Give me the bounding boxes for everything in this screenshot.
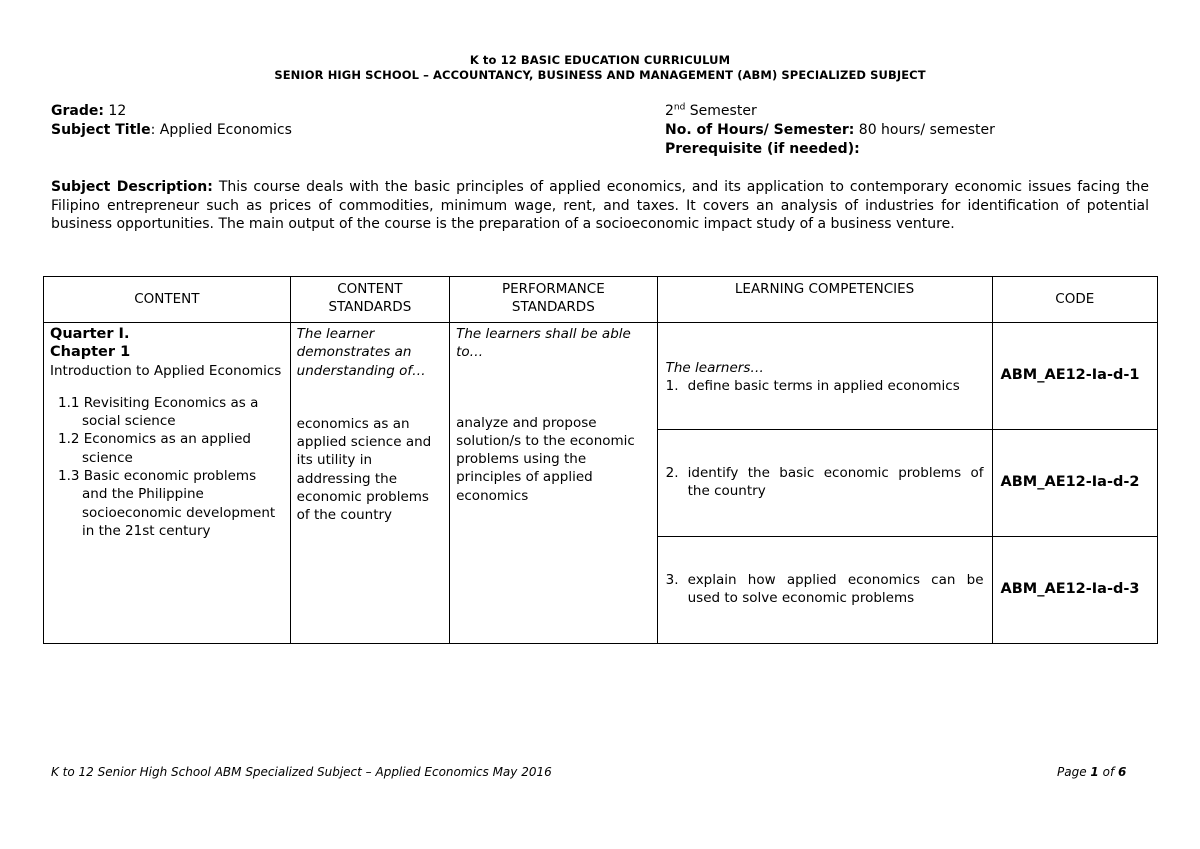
footer-document-title: K to 12 Senior High School ABM Specialized Subject – Applied Economics May 2016 xyxy=(51,765,552,779)
header-performance-standards xyxy=(450,277,658,323)
subject-row xyxy=(51,121,292,140)
curriculum-title: K to 12 BASIC EDUCATION CURRICULUM xyxy=(469,53,731,67)
competency-code: ABM_AE12-Ia-d-3 xyxy=(1000,581,1140,597)
header-learning-competencies xyxy=(657,277,992,323)
competency-text: identify the basic economic problems of the country xyxy=(687,465,984,499)
subject-label: Subject Title xyxy=(51,122,151,138)
content-standards-text: economics as an applied science and its utility in addressing the economic problems of the country xyxy=(296,415,432,524)
of-label: of xyxy=(1102,765,1115,779)
performance-standards-cell xyxy=(450,323,658,644)
performance-standards-intro: The learners shall be able to… xyxy=(456,326,631,361)
competency-number: 1. xyxy=(665,378,679,394)
hours-label: No. of Hours/ Semester: xyxy=(665,122,855,138)
subject-value: : Applied Economics xyxy=(150,122,292,138)
page-total: 6 xyxy=(1118,765,1127,779)
page-current: 1 xyxy=(1090,765,1099,779)
list-item: 1.2 Economics as an applied science xyxy=(58,431,251,466)
semester-suffix: nd xyxy=(673,102,686,113)
table-row xyxy=(44,323,1158,430)
content-standards-cell xyxy=(290,323,449,644)
semester-text: Semester xyxy=(689,103,757,119)
header-content xyxy=(44,277,291,323)
competency-cell-1 xyxy=(657,323,992,430)
chapter-label: Chapter 1 xyxy=(50,344,131,361)
meta-left xyxy=(51,102,292,140)
curriculum-table xyxy=(43,276,1158,644)
code-cell-2 xyxy=(992,430,1157,537)
prerequisite-row xyxy=(665,140,995,159)
curriculum-subtitle: SENIOR HIGH SCHOOL – ACCOUNTANCY, BUSINESS AND MANAGEMENT (ABM) SPECIALIZED SUBJECT xyxy=(274,68,926,82)
competency-code: ABM_AE12-Ia-d-1 xyxy=(1000,367,1140,383)
header-content-standards-label: CONTENT STANDARDS xyxy=(328,281,412,315)
hours-row xyxy=(665,121,995,140)
competency-code: ABM_AE12-Ia-d-2 xyxy=(1000,474,1140,490)
competency-item-1 xyxy=(666,377,984,395)
competency-text: explain how applied economics can be used to solve economic problems xyxy=(687,572,984,606)
competency-item-3 xyxy=(666,571,984,607)
topic-list xyxy=(50,394,284,540)
list-item: 1.3 Basic economic problems and the Philippine socioeconomic development in the 21st century xyxy=(58,468,276,539)
prerequisite-label: Prerequisite (if needed): xyxy=(665,141,860,157)
header-code xyxy=(992,277,1157,323)
header-code-label: CODE xyxy=(1055,291,1095,307)
description-text: This course deals with the basic principles of applied economics, and its application to contemporary economic issues facing the Filipino entrepreneur such as prices of commodities, minimum wage, rent, and taxes. It covers an analysis of industries for identification of potential business opportunities. The main output of the course is the preparation of a socioeconomic impact study of a business venture. xyxy=(51,179,1149,232)
subject-description xyxy=(51,178,1149,234)
code-cell-3 xyxy=(992,537,1157,644)
content-standards-intro: The learner demonstrates an understanding of… xyxy=(296,326,426,379)
competency-number: 2. xyxy=(665,465,679,481)
competency-cell-2 xyxy=(657,430,992,537)
footer-page-number xyxy=(1057,765,1126,779)
content-cell xyxy=(44,323,291,644)
grade-value: 12 xyxy=(108,103,127,119)
meta-right xyxy=(665,102,995,159)
competency-number: 3. xyxy=(665,572,679,588)
semester-number: 2 xyxy=(665,103,674,119)
header-learning-competencies-label: LEARNING COMPETENCIES xyxy=(734,281,915,297)
list-item: 1.1 Revisiting Economics as a social science xyxy=(58,394,259,430)
grade-label: Grade: xyxy=(51,103,104,119)
grade-row xyxy=(51,102,292,121)
header-content-standards xyxy=(290,277,449,323)
table-header-row xyxy=(44,277,1158,323)
header-content-label: CONTENT xyxy=(134,291,200,307)
code-cell-1 xyxy=(992,323,1157,430)
competencies-intro: The learners… xyxy=(665,360,764,376)
competency-item-2 xyxy=(666,464,984,500)
performance-standards-text: analyze and propose solution/s to the economic problems using the principles of applied economics xyxy=(456,414,635,504)
competency-cell-3 xyxy=(657,537,992,644)
quarter-label: Quarter I. xyxy=(50,326,130,342)
hours-value: 80 hours/ semester xyxy=(858,122,995,138)
chapter-title: Introduction to Applied Economics xyxy=(50,362,282,379)
competency-text: define basic terms in applied economics xyxy=(687,378,960,394)
header-performance-standards-label: PERFORMANCE STANDARDS xyxy=(501,281,605,315)
semester-row xyxy=(665,102,995,121)
page-label: Page xyxy=(1057,765,1087,779)
description-label: Subject Description: xyxy=(51,179,213,195)
